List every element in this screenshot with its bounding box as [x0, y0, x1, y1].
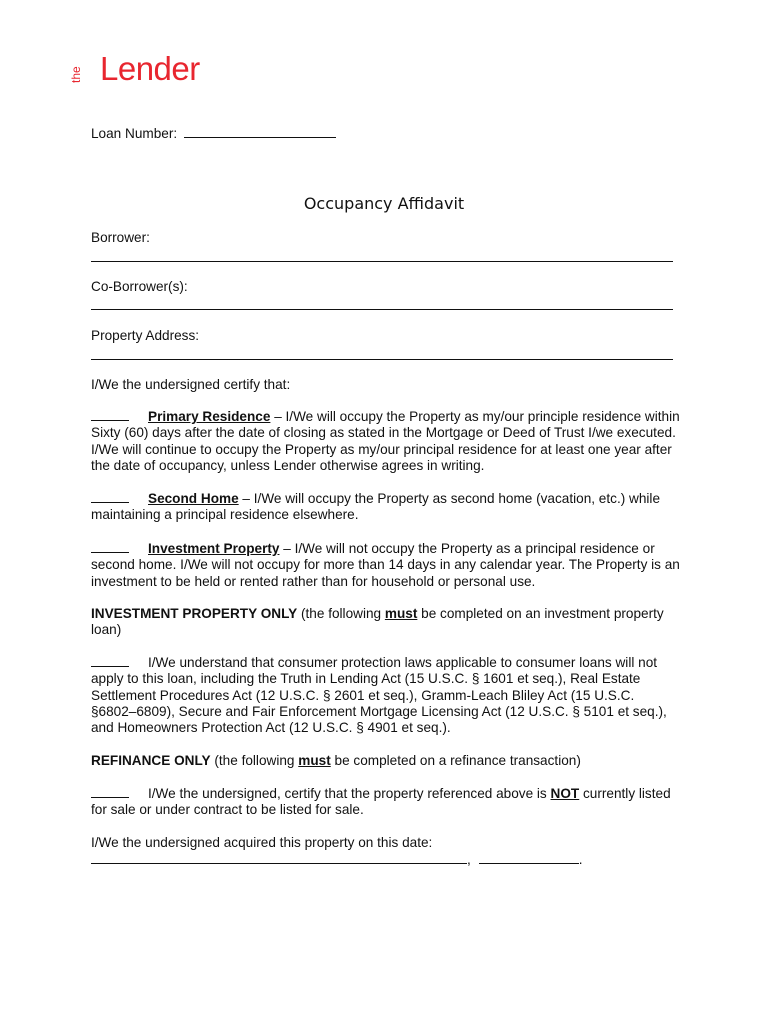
loan-number-line [91, 126, 681, 142]
loan-number-blank[interactable] [184, 126, 336, 138]
investment-only-heading: INVESTMENT PROPERTY ONLY [91, 606, 298, 621]
second-home-text: – I/We will occupy the Property as second home (vacation, etc.) while maintaining a principal residence elsewhere. [91, 491, 661, 523]
investment-ack-checkbox-blank[interactable] [91, 655, 129, 667]
refinance-only-post: be completed on a refinance transaction) [330, 753, 581, 768]
investment-property-heading: Investment Property [148, 541, 280, 556]
investment-property-option [91, 541, 681, 590]
coborrower-line[interactable] [91, 309, 673, 310]
investment-only-must: must [384, 606, 418, 621]
refinance-ack-post: currently listed for sale or under contract to be listed for sale. [91, 786, 671, 818]
primary-residence-checkbox-blank[interactable] [91, 409, 129, 421]
refinance-only-pre: (the following [210, 753, 299, 768]
second-home-option [91, 491, 681, 524]
coborrower-label: Co-Borrower(s): [91, 279, 188, 294]
primary-residence-heading: Primary Residence [148, 409, 271, 424]
primary-residence-text: – I/We will occupy the Property as my/our principle residence within Sixty (60) days after the date of closing as stated in the Mortgage or Deed of Trust I/we executed. I/We will continue to occupy the Property as my/our principal residence for at least one year after the date of occupancy, unless Lender otherwise agrees in writing. [91, 409, 680, 473]
investment-ack-text: I/We understand that consumer protection laws applicable to consumer loans will not apply to this loan, including the Truth in Lending Act (15 U.S.C. § 1601 et seq.), Real Estate Settlement Procedures Act (12 U.S.C. § 2601 et seq.), Gramm-Leach Bliley Act (15 U.S.C. §6802–6809), Secure and Fair Enforcement Mortgage Licensing Act (12 U.S.C. § 5101 et seq.), and Homeowners Protection Act (12 U.S.C. § 4901 et seq.). [91, 655, 667, 736]
property-address-line[interactable] [91, 359, 673, 360]
acquired-signature-blank[interactable] [91, 852, 467, 864]
acquired-line [91, 852, 681, 868]
refinance-only-heading: REFINANCE ONLY [91, 753, 211, 768]
investment-ack-option [91, 655, 681, 736]
certify-intro: I/We the undersigned certify that: [91, 377, 291, 392]
acquired-label: I/We the undersigned acquired this property on this date: [91, 835, 433, 850]
property-address-label: Property Address: [91, 328, 200, 343]
lender-logo [69, 50, 200, 87]
acquired-period: . [578, 852, 583, 867]
refinance-only-must: must [298, 753, 331, 768]
acquired-date-blank[interactable] [479, 852, 579, 864]
loan-number-label: Loan Number: [91, 126, 178, 141]
borrower-line[interactable] [91, 261, 673, 262]
investment-property-checkbox-blank[interactable] [91, 541, 129, 553]
refinance-ack-not: NOT [550, 786, 580, 801]
refinance-ack-pre: I/We the undersigned, certify that the property referenced above is [148, 786, 551, 801]
primary-residence-option [91, 409, 681, 474]
investment-only-post: be completed on an investment property loan) [91, 606, 664, 638]
investment-property-text: – I/We will not occupy the Property as a principal residence or second home. I/We will not occupy for more than 14 days in any calendar year. The Property is an investment to be held or rented rather than for household or personal use. [91, 541, 680, 589]
investment-only-pre: (the following [297, 606, 385, 621]
refinance-ack-checkbox-blank[interactable] [91, 786, 129, 798]
document-title: Occupancy Affidavit [303, 194, 465, 213]
acquired-comma: , [467, 852, 471, 867]
refinance-ack-option [91, 786, 681, 819]
second-home-heading: Second Home [148, 491, 239, 506]
refinance-only-heading-line [91, 753, 681, 769]
borrower-label: Borrower: [91, 230, 150, 245]
logo-lender: Lender [100, 50, 200, 87]
second-home-checkbox-blank[interactable] [91, 491, 129, 503]
logo-the: the [69, 66, 83, 83]
investment-only-heading-line [91, 606, 681, 639]
